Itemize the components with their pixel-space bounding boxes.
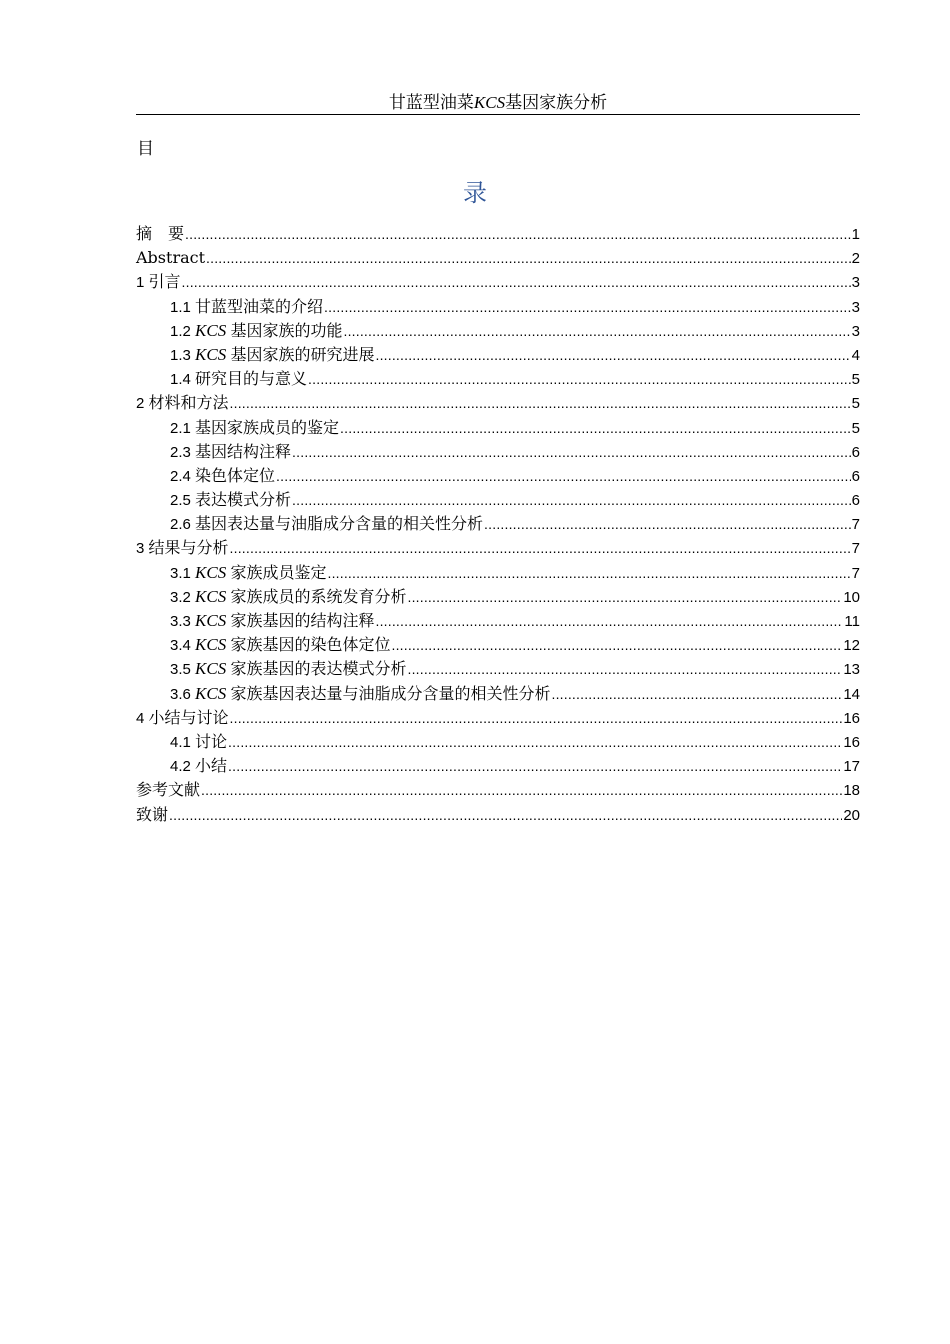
toc-page-number: 3 [851, 274, 860, 292]
toc-entry-label [170, 488, 291, 513]
toc-page-number: 3 [851, 298, 860, 316]
toc-dot-leader [182, 270, 851, 294]
toc-entry[interactable] [136, 391, 860, 415]
toc-entry[interactable] [136, 633, 860, 657]
toc-entry-label [136, 778, 200, 802]
toc-entry-text: 甘蓝型油菜的介绍 [195, 296, 324, 316]
toc-entry[interactable] [136, 609, 860, 633]
toc-dot-leader [292, 440, 851, 464]
toc-page-number: 7 [851, 564, 860, 582]
toc-entry-number: 3.5 [170, 661, 196, 679]
toc-dot-leader [343, 319, 850, 343]
toc-page-number: 16 [843, 709, 860, 727]
toc-entry[interactable] [136, 536, 860, 560]
toc-entry-text: 家族基因表达量与油脂成分含量的相关性分析 [230, 683, 551, 703]
toc-entry-italic-term: KCS [195, 344, 231, 364]
toc-page-number: 1 [851, 226, 860, 243]
toc-dot-leader [230, 536, 851, 560]
toc-entry-number: 4.2 [170, 758, 196, 776]
toc-entry-text: 基因表达量与油脂成分含量的相关性分析 [195, 514, 484, 534]
toc-page-number: 17 [843, 758, 860, 776]
toc-entry-label [170, 319, 342, 344]
toc-entry[interactable] [136, 319, 860, 343]
toc-entry-italic-term: KCS [195, 562, 231, 582]
toc-entry-number: 1.4 [170, 371, 196, 389]
toc-entry-text: 染色体定位 [195, 465, 276, 485]
toc-entry[interactable] [136, 464, 860, 488]
toc-dot-leader [185, 222, 851, 246]
toc-entry-number: 3.2 [170, 588, 196, 606]
header-title-suffix: 基因家族分析 [505, 93, 608, 113]
toc-entry[interactable] [136, 585, 860, 609]
toc-page-number: 16 [843, 733, 860, 751]
toc-entry-label [136, 391, 229, 416]
toc-entry-text: 材料和方法 [148, 393, 229, 413]
toc-page-number: 7 [851, 516, 860, 534]
toc-entry-label [170, 416, 339, 441]
toc-entry-text: 小结 [195, 756, 228, 776]
toc-entry-number: 1.2 [170, 322, 196, 340]
toc-page-number: 6 [851, 492, 860, 510]
toc-page-number: 2 [851, 250, 860, 268]
toc-entry-label [170, 585, 406, 610]
toc-entry-label [170, 657, 406, 682]
toc-dot-leader [324, 295, 851, 319]
toc-page-number: 12 [843, 637, 860, 655]
toc-entry-text: Abstract [136, 248, 206, 268]
toc-entry-label [170, 754, 227, 779]
toc-entry-label [136, 803, 168, 827]
toc-entry[interactable] [136, 754, 860, 778]
toc-entry-number: 1.3 [170, 346, 196, 364]
toc-entry-label [136, 706, 229, 731]
toc-entry[interactable] [136, 246, 860, 270]
toc-entry[interactable] [136, 367, 860, 391]
toc-dot-leader [230, 706, 843, 730]
toc-page-number: 3 [851, 322, 860, 340]
header-title-prefix: 甘蓝型油菜 [388, 93, 474, 113]
toc-entry-text: 摘 要 [136, 224, 185, 243]
toc-entry-number: 1.1 [170, 298, 196, 316]
toc-entry-number: 2 [136, 395, 149, 413]
toc-entry[interactable] [136, 295, 860, 319]
header-title-italic: KCS [473, 93, 506, 112]
toc-page-number: 5 [851, 371, 860, 389]
toc-entry-number: 1 [136, 274, 149, 292]
toc-entry-italic-term: KCS [195, 635, 231, 655]
toc-page-number: 20 [843, 806, 860, 824]
toc-dot-leader [407, 657, 842, 681]
toc-entry[interactable] [136, 343, 860, 367]
toc-entry[interactable] [136, 488, 860, 512]
toc-entry-label [170, 464, 275, 489]
toc-entry-label [170, 730, 227, 755]
toc-entry-number: 2.1 [170, 419, 196, 437]
toc-dot-leader [308, 367, 851, 391]
toc-entry-italic-term: KCS [195, 659, 231, 679]
toc-dot-leader [375, 609, 843, 633]
toc-heading-part1: 目 [137, 139, 154, 159]
toc-entry-label [136, 246, 205, 270]
toc-entry-label [170, 295, 323, 320]
toc-dot-leader [375, 343, 850, 367]
toc-dot-leader [228, 754, 842, 778]
toc-entry[interactable] [136, 561, 860, 585]
toc-entry-number: 2.3 [170, 443, 196, 461]
toc-page-number: 13 [843, 661, 860, 679]
toc-heading-part2: 录 [463, 179, 487, 207]
toc-page-number: 4 [851, 346, 860, 364]
toc-entry-text: 参考文献 [136, 780, 201, 800]
toc-dot-leader [206, 246, 851, 270]
toc-entry-number: 4 [136, 709, 149, 727]
toc-page-number: 18 [843, 782, 860, 800]
toc-dot-leader [327, 561, 850, 585]
toc-dot-leader [340, 416, 851, 440]
toc-entry[interactable] [136, 440, 860, 464]
toc-entry-number: 4.1 [170, 733, 196, 751]
toc-entry-text: 家族基因的染色体定位 [230, 635, 391, 655]
toc-page-number: 6 [851, 467, 860, 485]
toc-entry-number: 2.4 [170, 467, 196, 485]
toc-entry-label [170, 609, 374, 634]
toc-entry-text: 结果与分析 [148, 538, 229, 558]
toc-dot-leader [484, 512, 851, 536]
toc-entry[interactable] [136, 416, 860, 440]
toc-page-number: 7 [851, 540, 860, 558]
table-of-contents [136, 222, 860, 827]
toc-entry-label [170, 633, 390, 658]
toc-dot-leader [228, 730, 842, 754]
toc-dot-leader [551, 682, 842, 706]
toc-entry-text: 基因家族的功能 [230, 320, 343, 340]
toc-entry-label [170, 561, 326, 586]
toc-entry-text: 家族基因的表达模式分析 [230, 659, 407, 679]
toc-entry-label [136, 222, 184, 246]
toc-entry-number: 3.3 [170, 613, 196, 630]
toc-entry-text: 引言 [148, 272, 181, 292]
toc-dot-leader [276, 464, 851, 488]
toc-entry-number: 2.6 [170, 516, 196, 534]
toc-entry-number: 3.1 [170, 564, 196, 582]
toc-entry-text: 研究目的与意义 [195, 369, 308, 389]
toc-page-number: 5 [851, 395, 860, 413]
toc-entry-label [170, 512, 483, 537]
toc-entry[interactable] [136, 803, 860, 827]
toc-page-number: 10 [843, 588, 860, 606]
toc-entry-label [136, 270, 181, 295]
toc-dot-leader [201, 778, 842, 802]
toc-page-number: 14 [843, 685, 860, 703]
toc-entry-text: 基因结构注释 [195, 441, 292, 461]
toc-entry-number: 3 [136, 540, 149, 558]
toc-entry-text: 家族成员鉴定 [230, 562, 327, 582]
toc-entry[interactable] [136, 682, 860, 706]
toc-dot-leader [230, 391, 851, 415]
toc-entry-label [136, 536, 229, 561]
toc-entry-text: 致谢 [136, 804, 169, 824]
toc-dot-leader [169, 803, 842, 827]
toc-entry[interactable] [136, 512, 860, 536]
toc-entry-text: 家族成员的系统发育分析 [230, 586, 407, 606]
toc-entry-italic-term: KCS [195, 586, 231, 606]
toc-entry-text: 家族基因的结构注释 [230, 611, 375, 630]
toc-dot-leader [292, 488, 851, 512]
toc-entry-number: 3.6 [170, 685, 196, 703]
toc-entry-number: 2.5 [170, 492, 196, 510]
toc-entry-label [170, 367, 307, 392]
toc-entry[interactable] [136, 222, 860, 246]
toc-entry[interactable] [136, 657, 860, 681]
toc-entry-text: 小结与讨论 [148, 707, 229, 727]
toc-entry-label [170, 682, 550, 707]
toc-entry-label [170, 440, 291, 465]
toc-entry-text: 表达模式分析 [195, 490, 292, 510]
toc-dot-leader [391, 633, 842, 657]
toc-entry-number: 3.4 [170, 637, 196, 655]
running-header [136, 92, 860, 115]
toc-entry[interactable] [136, 778, 860, 802]
toc-page-number: 11 [844, 613, 860, 630]
toc-entry-italic-term: KCS [195, 683, 231, 703]
toc-page-number: 5 [851, 419, 860, 437]
toc-page-number: 6 [851, 443, 860, 461]
toc-entry[interactable] [136, 730, 860, 754]
toc-entry[interactable] [136, 270, 860, 294]
toc-dot-leader [407, 585, 842, 609]
toc-entry[interactable] [136, 706, 860, 730]
toc-entry-text: 基因家族成员的鉴定 [195, 417, 340, 437]
toc-entry-text: 基因家族的研究进展 [230, 344, 375, 364]
toc-entry-italic-term: KCS [195, 320, 231, 340]
toc-entry-text: 讨论 [195, 731, 228, 751]
toc-entry-label [170, 343, 374, 368]
toc-entry-italic-term: KCS [195, 611, 231, 630]
